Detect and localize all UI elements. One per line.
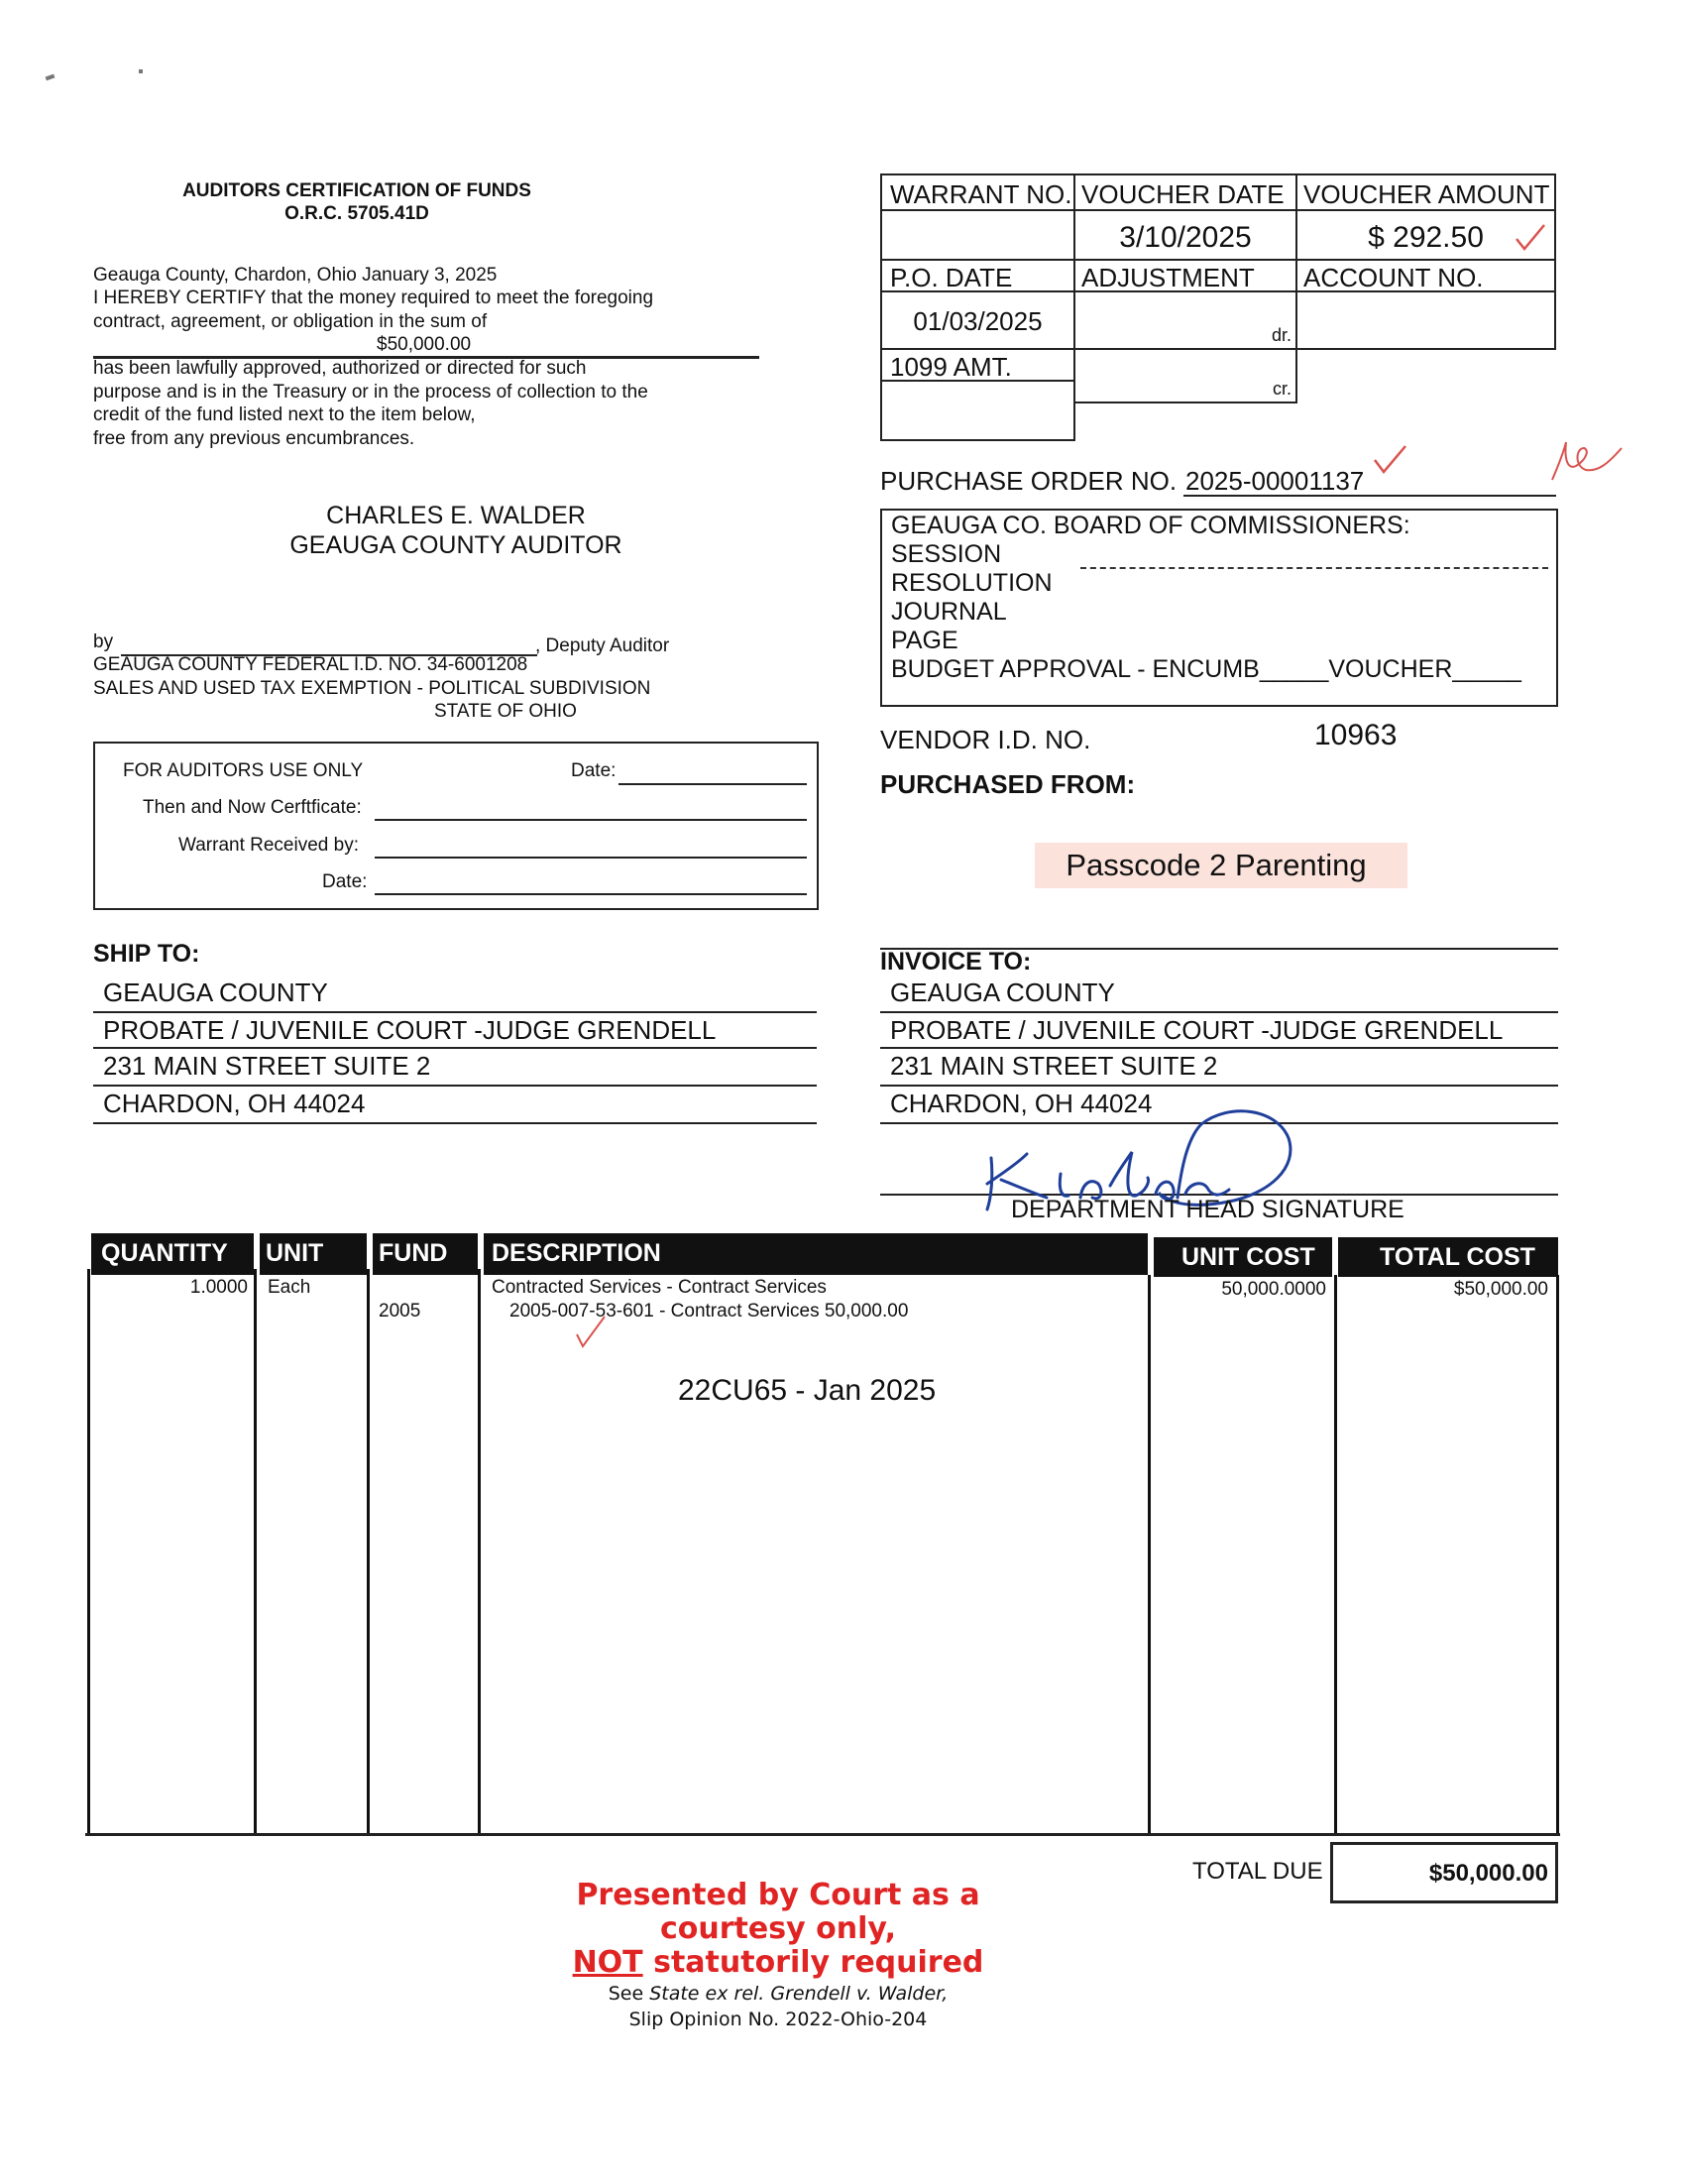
adjustment-cr-cell [1073,348,1297,403]
checkmark-icon [1372,442,1407,478]
voucher-date-value-cell [1073,209,1297,261]
quantity-header: QUANTITY [91,1233,254,1275]
po-date-value-cell [880,290,1075,350]
po-date-header [880,259,1075,292]
invoice-to-line: CHARDON, OH 44024 [890,1089,1153,1118]
invoice-to-label: INVOICE TO: [880,948,1032,976]
ship-to-rule [93,1122,817,1124]
item-note: 22CU65 - Jan 2025 [678,1374,937,1407]
invoice-to-line: GEAUGA COUNTY [890,977,1115,1007]
description-cell: Contracted Services - Contract Services [492,1277,827,1298]
account-no-value-cell [1295,290,1556,350]
voucher-amount-label: VOUCHER AMOUNT [1303,179,1550,209]
scan-speck [139,69,143,73]
auditors-date2-label: Date: [322,871,368,892]
invoice-to-line: PROBATE / JUVENILE COURT -JUDGE GRENDELL [890,1015,1504,1045]
resolution-label: RESOLUTION [891,569,1053,597]
scan-speck [46,74,56,81]
session-line [1080,567,1548,569]
amt-1099-label: 1099 AMT. [890,352,1012,382]
adjustment-label: ADJUSTMENT [1081,263,1255,292]
auditors-date-label: Date: [571,760,617,781]
total-cost-header: TOTAL COST [1338,1237,1558,1277]
commissioners-title: GEAUGA CO. BOARD OF COMMISSIONERS: [891,512,1410,539]
invoice-to-rule [880,1085,1558,1087]
invoice-to-line: 231 MAIN STREET SUITE 2 [890,1051,1218,1081]
account-no-header [1295,259,1556,292]
column-rule [1148,1275,1151,1834]
column-rule [254,1269,257,1834]
warrant-no-label: WARRANT NO. [890,179,1072,209]
vendor-id-value: 10963 [1314,719,1398,751]
column-rule [478,1269,481,1834]
checkmark-icon [573,1313,607,1350]
stamp-citation [555,1983,1001,2005]
po-date-label: P.O. DATE [890,263,1013,292]
warrant-received-label: Warrant Received by: [178,835,359,856]
certification-text: has been lawfully approved, authorized or directed for such [93,358,587,379]
ship-to-line: CHARDON, OH 44024 [103,1089,366,1118]
fund-header: FUND [373,1233,478,1275]
certification-code: O.R.C. 5705.41D [284,203,429,224]
unit-cell: Each [268,1277,311,1298]
ship-to-rule [93,1011,817,1013]
ship-to-line: PROBATE / JUVENILE COURT -JUDGE GRENDELL [103,1015,717,1045]
stamp-case: State ex rel. Grendell v. Walder, [649,1983,949,2005]
voucher-amount-header [1295,173,1556,211]
warrant-received-line [375,857,807,859]
certification-place-date: Geauga County, Chardon, Ohio January 3, 2025 [93,265,498,286]
amt-1099-value-cell [880,380,1075,441]
state-label: STATE OF OHIO [434,701,577,722]
journal-label: JOURNAL [891,598,1007,626]
auditor-title: GEAUGA COUNTY AUDITOR [289,531,622,559]
amt-1099-header [880,348,1075,382]
cr-label: cr. [1272,379,1292,399]
total-due-value: $50,000.00 [1428,1860,1548,1887]
auditor-name: CHARLES E. WALDER [326,502,586,529]
ship-to-rule [93,1085,817,1087]
stamp-not: NOT [572,1945,643,1980]
unit-cost-cell: 50,000.0000 [1221,1279,1326,1300]
ship-to-line: GEAUGA COUNTY [103,977,328,1007]
initials-icon [1546,436,1626,486]
column-rule [87,1269,90,1834]
voucher-amount-value: $ 292.50 [1368,221,1484,254]
certification-text: credit of the fund listed next to the item below, [93,404,476,425]
column-rule [367,1269,370,1834]
tax-exemption: SALES AND USED TAX EXEMPTION - POLITICAL SUBDIVISION [93,678,651,699]
adjustment-dr-cell [1073,290,1297,350]
voucher-date-label: VOUCHER DATE [1081,179,1285,209]
stamp-required: statutorily required [642,1945,984,1980]
unit-cost-header: UNIT COST [1154,1237,1332,1277]
description-header: DESCRIPTION [484,1233,1148,1275]
certification-text: free from any previous encumbrances. [93,428,415,449]
quantity-cell: 1.0000 [189,1277,248,1298]
ship-to-label: SHIP TO: [93,940,200,968]
certification-text: purpose and is in the Treasury or in the process of collection to the [93,382,648,402]
then-now-label: Then and Now Cerftficate: [143,797,362,818]
auditors-use-title: FOR AUDITORS USE ONLY [123,760,364,781]
invoice-to-rule [880,1047,1558,1049]
column-rule [1556,1275,1559,1834]
stamp-slip-opinion: Slip Opinion No. 2022-Ohio-204 [628,2009,928,2030]
column-rule [1334,1275,1337,1834]
purchase-order-number: 2025-00001137 [1185,466,1365,496]
vendor-name: Passcode 2 Parenting [1066,848,1367,882]
ship-to-line: 231 MAIN STREET SUITE 2 [103,1051,431,1081]
stamp-see: See [608,1983,650,2005]
po-date-value: 01/03/2025 [913,306,1043,336]
stamp-line: courtesy only, [660,1911,896,1946]
purchased-from-label: PURCHASED FROM: [880,769,1136,799]
purchase-order-label: PURCHASE ORDER NO. [880,466,1178,496]
voucher-date-value: 3/10/2025 [1119,221,1252,254]
budget-approval-label: BUDGET APPROVAL - ENCUMB_____VOUCHER_____ [891,655,1521,683]
unit-header: UNIT [260,1233,367,1275]
stamp-line: Presented by Court as a [576,1878,980,1912]
certification-text: I HEREBY CERTIFY that the money required to meet the foregoing [93,287,654,308]
checkmark-icon [1515,223,1546,253]
purchase-order-underline [1183,495,1556,497]
total-cost-cell: $50,000.00 [1453,1279,1548,1300]
federal-id: GEAUGA COUNTY FEDERAL I.D. NO. 34-6001208 [93,654,528,675]
dr-label: dr. [1271,325,1292,345]
stamp-line [555,1945,1001,1980]
session-label: SESSION [891,540,1002,568]
warrant-no-value [880,209,1075,261]
auditors-date2-line [375,893,807,895]
certification-text: contract, agreement, or obligation in the sum of [93,311,488,332]
account-no-label: ACCOUNT NO. [1303,263,1484,292]
vendor-id-label: VENDOR I.D. NO. [880,725,1091,754]
warrant-no-header [880,173,1075,211]
table-bottom-rule [85,1833,1560,1836]
certification-amount: $50,000.00 [377,334,472,355]
adjustment-header [1073,259,1297,292]
description-account-cell: 2005-007-53-601 - Contract Services 50,000.00 [509,1301,909,1322]
page-label: PAGE [891,627,958,654]
department-head-signature-label: DEPARTMENT HEAD SIGNATURE [1011,1196,1404,1223]
by-label: by [93,632,114,652]
certification-title: AUDITORS CERTIFICATION OF FUNDS [182,180,531,201]
fund-cell: 2005 [379,1301,421,1322]
invoice-to-rule [880,1011,1558,1013]
total-due-label: TOTAL DUE [1192,1858,1323,1885]
auditors-date-line [618,783,807,785]
deputy-label: , Deputy Auditor [535,635,670,656]
then-now-line [375,819,807,821]
ship-to-rule [93,1047,817,1049]
voucher-date-header [1073,173,1297,211]
